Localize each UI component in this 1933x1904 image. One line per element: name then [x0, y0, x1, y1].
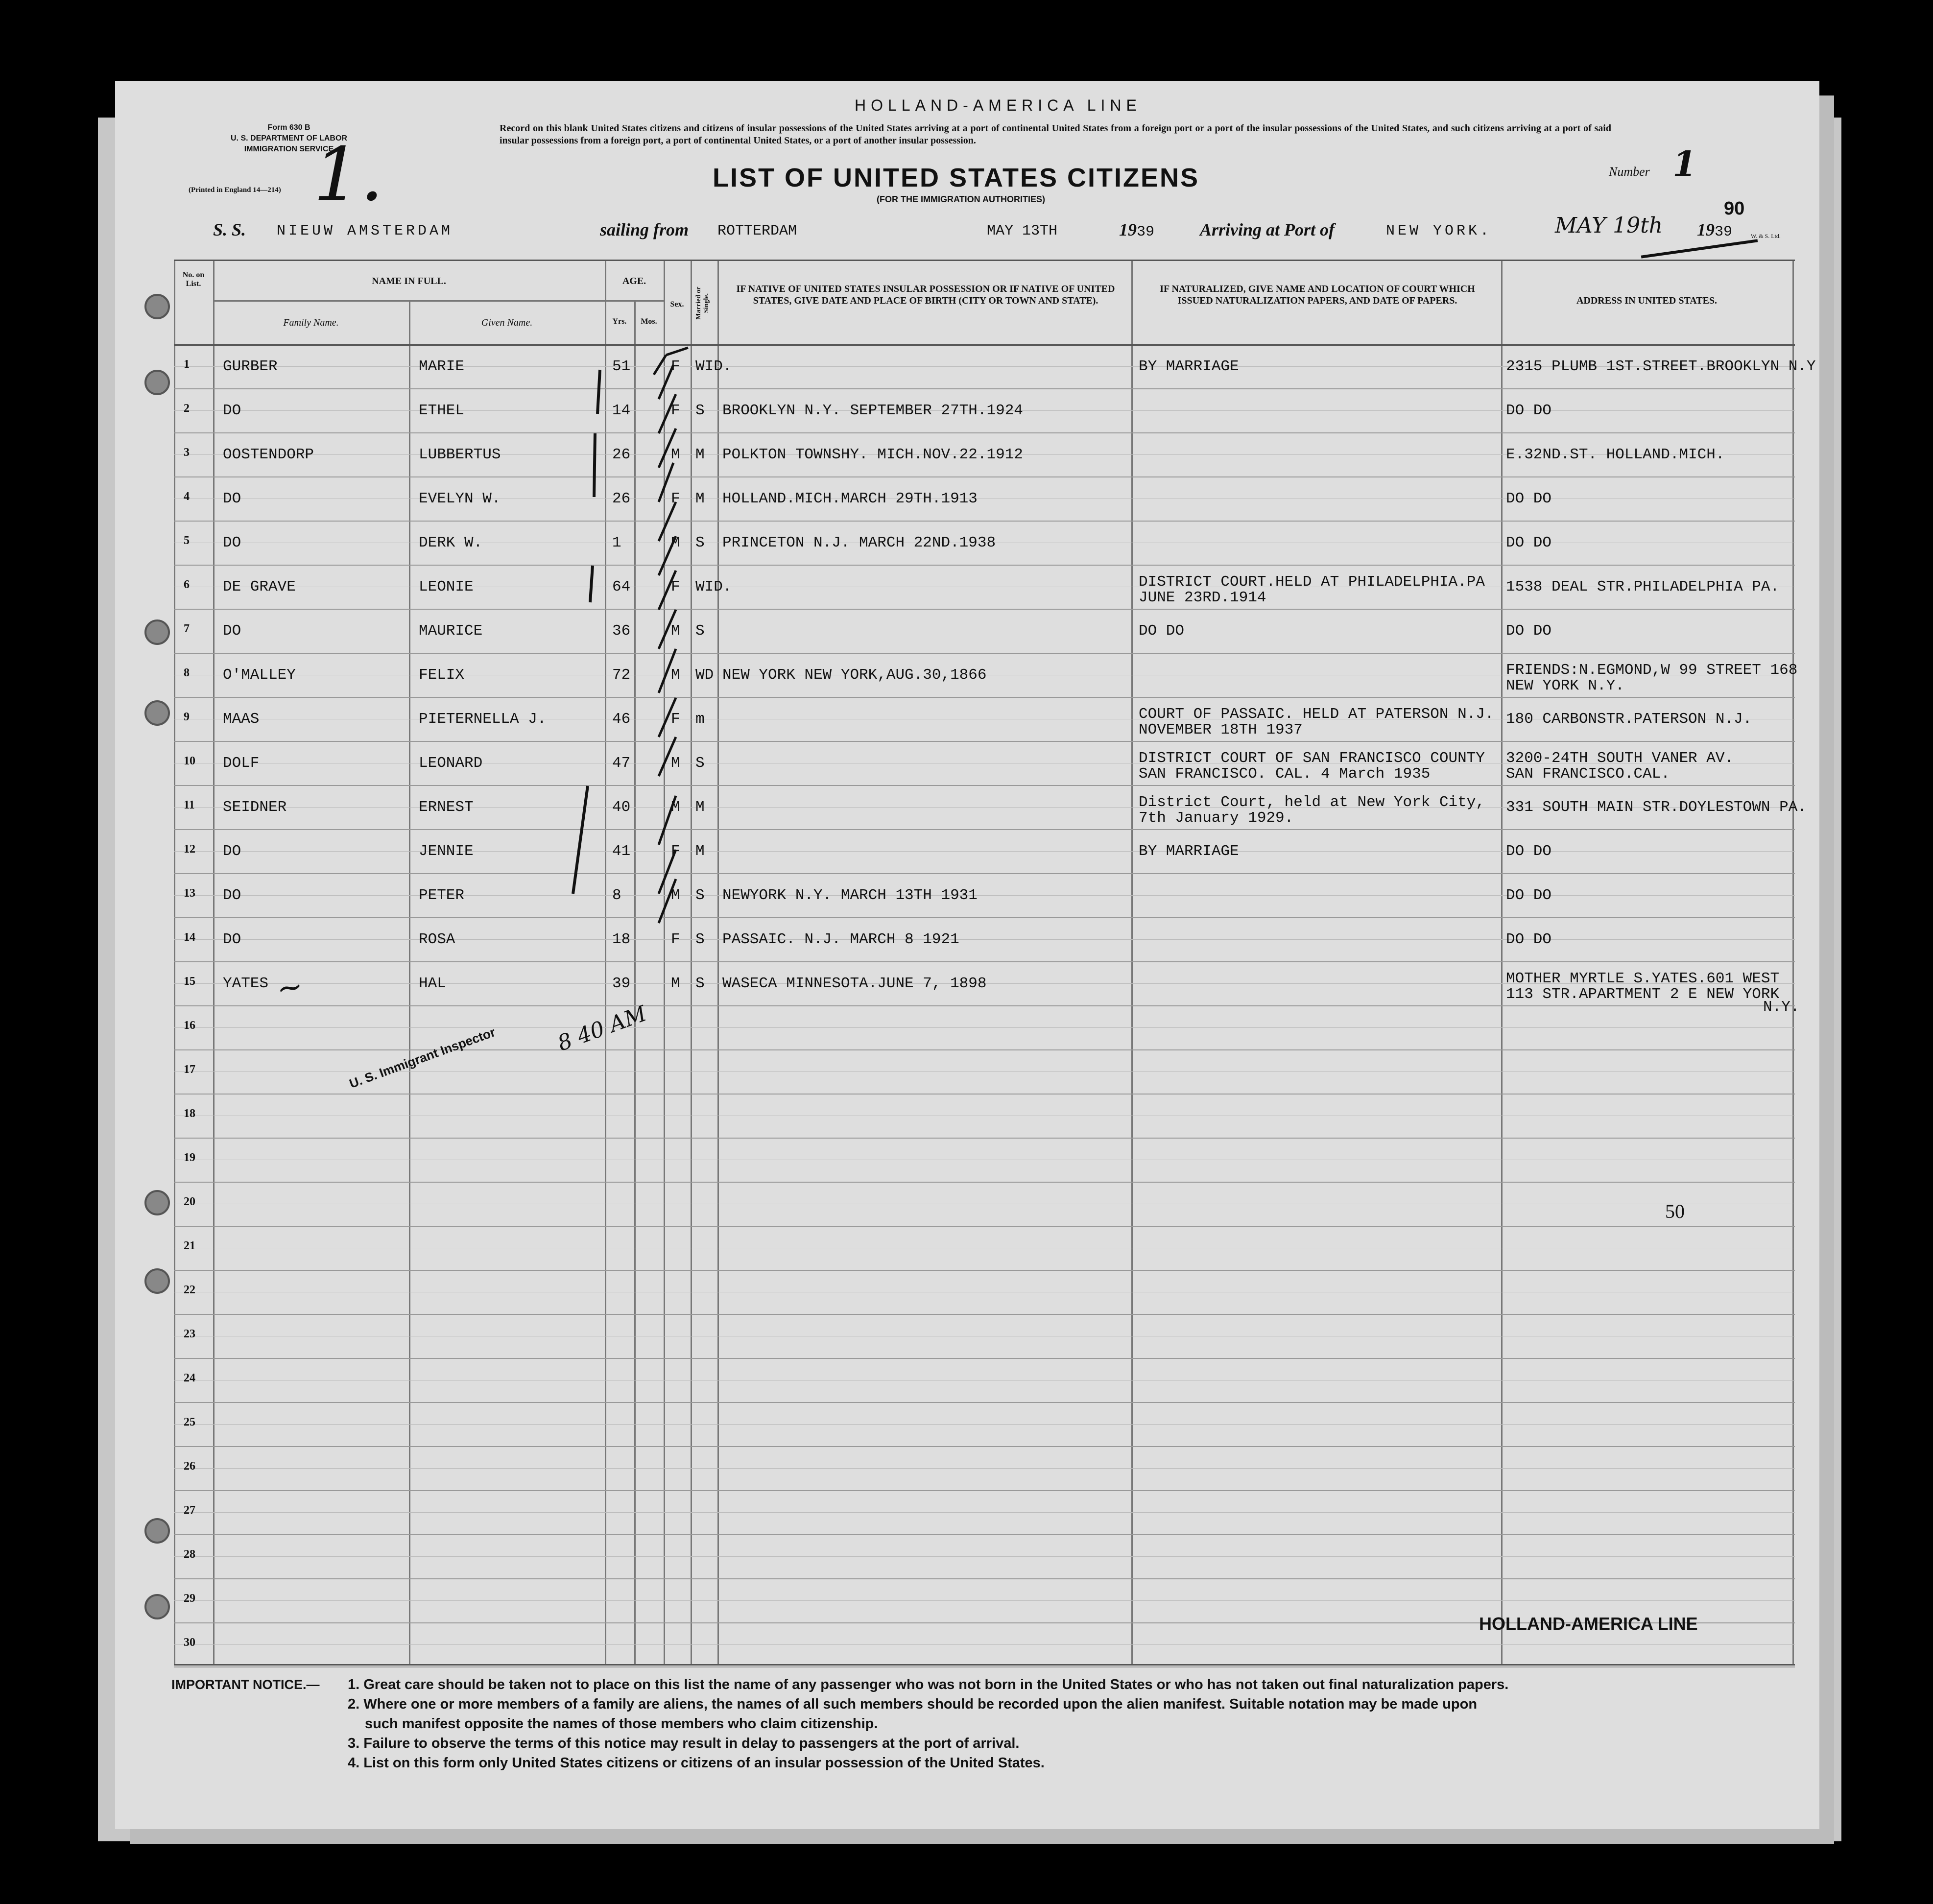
line-name: HOLLAND-AMERICA LINE: [855, 96, 1142, 114]
from-port: ROTTERDAM: [717, 223, 797, 239]
naturalization: BY MARRIAGE: [1139, 843, 1239, 860]
row-number: 29: [184, 1592, 195, 1605]
sex: F: [671, 578, 680, 595]
age-years: 26: [612, 446, 631, 463]
naturalization: District Court, held at New York City,: [1139, 794, 1485, 811]
family-name: O'MALLEY: [223, 666, 296, 684]
address: DO DO: [1506, 931, 1552, 948]
family-name: GURBER: [223, 358, 278, 375]
marital-status: M: [695, 446, 705, 463]
corner-number: 90: [1724, 198, 1745, 219]
marital-status: WID.: [695, 578, 732, 595]
row-number: 26: [184, 1460, 195, 1473]
col-given: Given Name.: [481, 317, 533, 328]
address: 180 CARBONSTR.PATERSON N.J.: [1506, 711, 1752, 728]
address: 2315 PLUMB 1ST.STREET.BROOKLYN N.Y: [1506, 358, 1816, 375]
marital-status: WID.: [695, 358, 732, 375]
manifest-page: [115, 81, 1819, 1829]
birth-place: POLKTON TOWNSHY. MICH.NOV.22.1912: [722, 446, 1023, 463]
printer: W. & S. Ltd.: [1751, 233, 1781, 239]
sex: M: [671, 622, 680, 640]
sex: F: [671, 843, 680, 860]
given-name: ETHEL: [419, 402, 465, 419]
given-name: LEONIE: [419, 578, 474, 595]
address: 331 SOUTH MAIN STR.DOYLESTOWN PA.: [1506, 799, 1807, 816]
ship-name: NIEUW AMSTERDAM: [277, 223, 453, 239]
col-native: IF NATIVE OF UNITED STATES INSULAR POSSESSION OR IF NATIVE OF UNITED STATES, GIVE DATE AND PLACE OF BIRTH (CITY OR TOWN AND STATE).: [736, 284, 1115, 306]
row-number: 10: [184, 755, 195, 767]
sail-year-value: 39: [1137, 224, 1155, 240]
col-married: Married or Single.: [695, 286, 710, 320]
row-number: 8: [184, 666, 190, 679]
row-number: 13: [184, 887, 195, 900]
age-years: 47: [612, 755, 631, 772]
row-number: 30: [184, 1636, 195, 1649]
marital-status: M: [695, 843, 705, 860]
sex: F: [671, 490, 680, 507]
punch-hole: [144, 294, 170, 319]
number-value: 1: [1672, 143, 1696, 184]
birth-place: PRINCETON N.J. MARCH 22ND.1938: [722, 534, 996, 551]
family-name: DOLF: [223, 755, 260, 772]
number-label-text: Number: [1609, 165, 1650, 179]
given-name: HAL: [419, 975, 446, 992]
row-number: 27: [184, 1504, 195, 1517]
instructions: Record on this blank United States citizens and citizens of insular possessions of the United States arriving at a port of continental United States from a foreign port or a port of the insular possessions of the United States, and such citizens arriving at a port of said insular possessions from a foreign port, a port of continental United States, or a port of another insular possession.: [500, 123, 1611, 146]
age-years: 26: [612, 490, 631, 507]
marital-status: S: [695, 534, 705, 551]
sex: M: [671, 975, 680, 992]
inspector-signature: ~: [273, 967, 306, 1008]
marital-status: S: [695, 402, 705, 419]
address: 1538 DEAL STR.PHILADELPHIA PA.: [1506, 578, 1780, 595]
age-years: 40: [612, 799, 631, 816]
family-name: DO: [223, 490, 241, 507]
punch-hole: [144, 619, 170, 645]
age-years: 39: [612, 975, 631, 992]
row-number: 11: [184, 799, 195, 811]
arriving-label: Arriving at Port of: [1200, 220, 1335, 239]
sex: M: [671, 755, 680, 772]
notice-label: IMPORTANT NOTICE.—: [171, 1677, 320, 1692]
address-line2: NEW YORK N.Y.: [1506, 677, 1624, 694]
birth-place: NEWYORK N.Y. MARCH 13TH 1931: [722, 887, 978, 904]
family-name: DE GRAVE: [223, 578, 296, 595]
arrival-year-prefix: 19: [1697, 220, 1715, 239]
marital-status: S: [695, 887, 705, 904]
list-subtitle: (FOR THE IMMIGRATION AUTHORITIES): [877, 194, 1045, 204]
marital-status: m: [695, 711, 705, 728]
address: DO DO: [1506, 402, 1552, 419]
given-name: ERNEST: [419, 799, 474, 816]
birth-place: BROOKLYN N.Y. SEPTEMBER 27TH.1924: [722, 402, 1023, 419]
family-name: SEIDNER: [223, 799, 287, 816]
marital-status: WD: [695, 666, 714, 684]
address: DO DO: [1506, 887, 1552, 904]
row-number: 24: [184, 1372, 195, 1384]
punch-hole: [144, 1594, 170, 1619]
handwritten-mark: 1.: [313, 132, 384, 217]
naturalization-date: NOVEMBER 18TH 1937: [1139, 721, 1303, 738]
col-no: No. on List.: [182, 271, 205, 288]
arrival-year-value: 39: [1715, 224, 1733, 240]
handwritten-marks: [115, 81, 1819, 1829]
address: DO DO: [1506, 622, 1552, 640]
sex: F: [671, 402, 680, 419]
row-number: 4: [184, 490, 190, 503]
col-family: Family Name.: [283, 317, 339, 328]
naturalization: DISTRICT COURT.HELD AT PHILADELPHIA.PA: [1139, 573, 1485, 591]
list-title: LIST OF UNITED STATES CITIZENS: [713, 163, 1199, 192]
punch-hole: [144, 700, 170, 726]
col-address: ADDRESS IN UNITED STATES.: [1576, 295, 1718, 306]
given-name: EVELYN W.: [419, 490, 501, 507]
row-number: 19: [184, 1151, 195, 1164]
marital-status: M: [695, 799, 705, 816]
sex: M: [671, 534, 680, 551]
given-name: MAURICE: [419, 622, 483, 640]
address: E.32ND.ST. HOLLAND.MICH.: [1506, 446, 1725, 463]
row-number: 6: [184, 578, 190, 591]
address-line2: 113 STR.APARTMENT 2 E NEW YORK: [1506, 986, 1780, 1003]
footer-stamp: HOLLAND-AMERICA LINE: [1479, 1614, 1698, 1634]
marital-status: S: [695, 622, 705, 640]
sail-date: MAY 13TH: [987, 223, 1058, 239]
address-line2: SAN FRANCISCO.CAL.: [1506, 765, 1670, 783]
sail-year-prefix: 19: [1119, 220, 1137, 239]
row-number: 1: [184, 358, 190, 371]
marital-status: S: [695, 931, 705, 948]
department: U. S. DEPARTMENT OF LABOR: [231, 134, 347, 143]
arrival-port: NEW YORK.: [1386, 223, 1492, 239]
punch-hole: [144, 1190, 170, 1215]
marital-status: S: [695, 755, 705, 772]
row-number: 5: [184, 534, 190, 547]
given-name: JENNIE: [419, 843, 474, 860]
age-years: 14: [612, 402, 631, 419]
row-number: 16: [184, 1019, 195, 1032]
sex: M: [671, 446, 680, 463]
col-yrs: Yrs.: [612, 317, 627, 326]
count-50: 50: [1665, 1200, 1685, 1222]
address: DO DO: [1506, 843, 1552, 860]
address: MOTHER MYRTLE S.YATES.601 WEST: [1506, 970, 1780, 987]
punch-hole: [144, 370, 170, 395]
family-name: DO: [223, 887, 241, 904]
marital-status: M: [695, 490, 705, 507]
sex: F: [671, 931, 680, 948]
family-name: DO: [223, 843, 241, 860]
col-name-in-full: NAME IN FULL.: [372, 276, 446, 286]
marital-status: S: [695, 975, 705, 992]
row-number: 15: [184, 975, 195, 988]
family-name: DO: [223, 931, 241, 948]
birth-place: PASSAIC. N.J. MARCH 8 1921: [722, 931, 959, 948]
service: IMMIGRATION SERVICE: [244, 145, 334, 153]
notice-1: 1. Great care should be taken not to place on this list the name of any passenger who was not born in the United States or who has not taken out final naturalization papers.: [348, 1677, 1509, 1692]
age-years: 8: [612, 887, 621, 904]
sex: M: [671, 799, 680, 816]
row-number: 17: [184, 1063, 195, 1076]
age-years: 51: [612, 358, 631, 375]
family-name: DO: [223, 534, 241, 551]
naturalization: DISTRICT COURT OF SAN FRANCISCO COUNTY: [1139, 750, 1485, 767]
row-number: 20: [184, 1195, 195, 1208]
naturalization-date: SAN FRANCISCO. CAL. 4 March 1935: [1139, 765, 1431, 783]
inspector-stamp: U. S. Immigrant Inspector: [347, 1024, 498, 1091]
arrival-date: MAY 19th: [1555, 213, 1663, 238]
age-years: 36: [612, 622, 631, 640]
col-sex: Sex.: [670, 300, 684, 309]
notice-4: 4. List on this form only United States citizens or citizens of an insular possession of the United States.: [348, 1755, 1045, 1771]
given-name: ROSA: [419, 931, 455, 948]
given-name: FELIX: [419, 666, 465, 684]
address-line3: N.Y.: [1763, 999, 1800, 1016]
family-name: DO: [223, 402, 241, 419]
family-name: DO: [223, 622, 241, 640]
notice-2: 2. Where one or more members of a family are aliens, the names of all such members should be recorded upon the alien manifest. Suitable notation may be made upon: [348, 1696, 1478, 1712]
address: FRIENDS:N.EGMOND,W 99 STREET 168: [1506, 662, 1798, 679]
age-years: 41: [612, 843, 631, 860]
naturalization: BY MARRIAGE: [1139, 358, 1239, 375]
naturalization: DO DO: [1139, 622, 1185, 640]
form-number: Form 630 B: [267, 123, 310, 132]
stamp-time: 8 40 AM: [554, 1001, 650, 1056]
age-years: 46: [612, 711, 631, 728]
col-age: AGE.: [622, 276, 646, 286]
notice-3: 3. Failure to observe the terms of this notice may result in delay to passengers at the port of arrival.: [348, 1736, 1020, 1751]
sailing-label: sailing from: [600, 220, 689, 239]
row-number: 28: [184, 1548, 195, 1561]
row-number: 14: [184, 931, 195, 944]
given-name: PIETERNELLA J.: [419, 711, 547, 728]
printed-note: (Printed in England 14—214): [189, 186, 281, 194]
age-years: 72: [612, 666, 631, 684]
given-name: DERK W.: [419, 534, 483, 551]
row-number: 23: [184, 1328, 195, 1340]
birth-place: WASECA MINNESOTA.JUNE 7, 1898: [722, 975, 987, 992]
col-naturalized: IF NATURALIZED, GIVE NAME AND LOCATION OF COURT WHICH ISSUED NATURALIZATION PAPERS, AND DATE OF PAPERS.: [1160, 284, 1475, 306]
family-name: MAAS: [223, 711, 260, 728]
address: DO DO: [1506, 534, 1552, 551]
naturalization-date: 7th January 1929.: [1139, 809, 1294, 827]
naturalization: COURT OF PASSAIC. HELD AT PATERSON N.J.: [1139, 706, 1494, 723]
row-number: 9: [184, 711, 190, 723]
sex: F: [671, 711, 680, 728]
notice-2b: such manifest opposite the names of those members who claim citizenship.: [365, 1716, 878, 1732]
birth-place: HOLLAND.MICH.MARCH 29TH.1913: [722, 490, 978, 507]
naturalization-date: JUNE 23RD.1914: [1139, 589, 1266, 606]
address: 3200-24TH SOUTH VANER AV.: [1506, 750, 1734, 767]
address: DO DO: [1506, 490, 1552, 507]
sex: M: [671, 887, 680, 904]
family-name: OOSTENDORP: [223, 446, 314, 463]
row-number: 25: [184, 1416, 195, 1428]
row-number: 2: [184, 402, 190, 415]
sex: F: [671, 358, 680, 375]
age-years: 64: [612, 578, 631, 595]
row-number: 21: [184, 1239, 195, 1252]
ss-label: S. S.: [213, 220, 246, 239]
row-number: 12: [184, 843, 195, 856]
col-mos: Mos.: [641, 317, 657, 326]
given-name: MARIE: [419, 358, 465, 375]
given-name: PETER: [419, 887, 465, 904]
punch-hole: [144, 1268, 170, 1294]
sex: M: [671, 666, 680, 684]
row-number: 3: [184, 446, 190, 459]
birth-place: NEW YORK NEW YORK,AUG.30,1866: [722, 666, 987, 684]
row-number: 7: [184, 622, 190, 635]
given-name: LEONARD: [419, 755, 483, 772]
family-name: YATES: [223, 975, 269, 992]
row-number: 22: [184, 1284, 195, 1296]
age-years: 18: [612, 931, 631, 948]
punch-hole: [144, 1518, 170, 1544]
given-name: LUBBERTUS: [419, 446, 501, 463]
age-years: 1: [612, 534, 621, 551]
row-number: 18: [184, 1107, 195, 1120]
